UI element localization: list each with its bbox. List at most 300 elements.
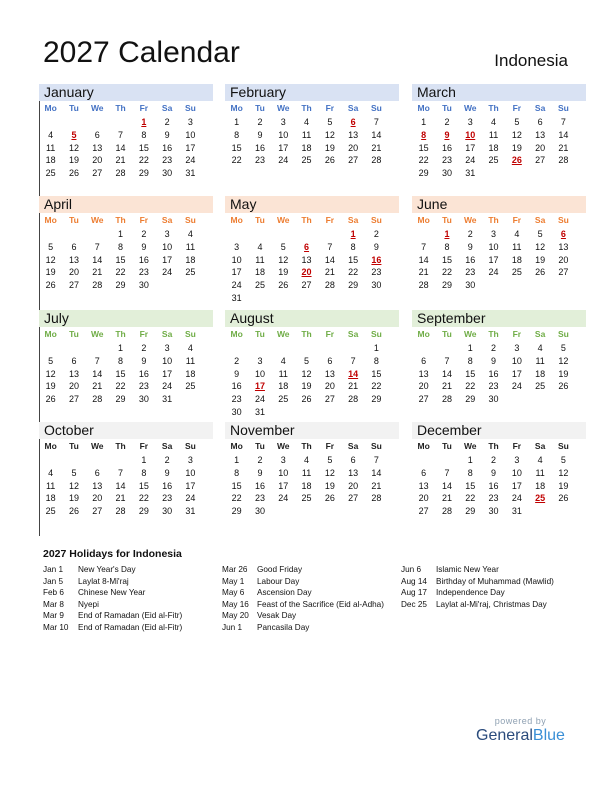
week-row: [412, 342, 586, 355]
weekday-header: [412, 329, 586, 342]
weekday-label: Sa: [534, 215, 546, 225]
day-cell: 31: [162, 394, 173, 405]
holiday-date: Dec 25: [401, 599, 427, 609]
weekday-label: Su: [370, 441, 382, 451]
day-cell: 9: [257, 129, 263, 140]
day-cell: 20: [68, 381, 79, 392]
day-cell: 3: [257, 355, 263, 366]
day-cell: 17: [278, 480, 289, 491]
day-cell: 5: [560, 455, 566, 465]
day-cell: 16: [488, 368, 499, 379]
day-cell: 25: [278, 394, 289, 405]
day-cell: 5: [537, 229, 543, 239]
weekday-label: Sa: [347, 329, 359, 339]
holidays-title: 2027 Holidays for Indonesia: [43, 548, 182, 560]
day-cell: 28: [115, 506, 126, 517]
week-row: [225, 129, 399, 142]
week-row: [412, 142, 586, 155]
day-cell: 29: [115, 280, 126, 291]
weekday-label: Fr: [325, 329, 335, 339]
week-row: [39, 342, 213, 355]
day-cell: 13: [324, 368, 335, 379]
week-row: [225, 355, 399, 368]
day-cell: 27: [418, 506, 429, 517]
holiday-date: Jan 1: [43, 565, 64, 574]
holiday-name: Laylat al-Mi'raj, Christmas Day: [436, 599, 547, 609]
day-cell: [179, 279, 202, 292]
day-cell: 11: [535, 467, 545, 478]
week-row: [412, 355, 586, 368]
day-cell: 21: [324, 267, 335, 278]
day-cell: [86, 116, 109, 129]
week-row: [225, 154, 399, 167]
day-cell: 21: [92, 381, 103, 392]
day-cell: 6: [94, 129, 100, 140]
day-cell: 22: [138, 493, 149, 504]
holiday-item: [43, 610, 223, 622]
holiday-day-cell: 6: [560, 229, 566, 239]
day-cell: 5: [514, 117, 520, 127]
day-cell: 18: [278, 381, 289, 392]
weekday-label: Su: [557, 103, 569, 113]
weekday-label: Mo: [417, 441, 430, 451]
day-cell: 10: [278, 129, 289, 140]
week-row: [225, 480, 399, 493]
holiday-item: [401, 564, 581, 576]
day-cell: [248, 342, 271, 355]
day-cell: 20: [92, 155, 103, 166]
month-march: [412, 84, 586, 196]
week-row: [412, 241, 586, 254]
day-cell: 4: [491, 117, 497, 127]
day-cell: 9: [164, 129, 170, 140]
day-cell: 3: [164, 343, 170, 353]
day-cell: 26: [45, 280, 56, 291]
holiday-date: Mar 8: [43, 599, 64, 609]
holiday-date: Mar 10: [43, 622, 69, 632]
day-cell: 28: [92, 394, 103, 405]
day-cell: 14: [324, 254, 335, 265]
month-january: [39, 84, 213, 196]
day-cell: 9: [141, 241, 147, 252]
holiday-name: Ascension Day: [257, 588, 312, 597]
day-cell: 26: [558, 493, 569, 504]
holiday-day-cell: 14: [348, 368, 359, 379]
day-cell: 13: [92, 142, 103, 153]
weekday-label: Tu: [69, 329, 79, 339]
day-cell: 9: [373, 241, 379, 252]
day-cell: 21: [371, 480, 382, 491]
weekday-label: We: [276, 215, 290, 225]
weekday-label: Tu: [255, 329, 265, 339]
holiday-day-cell: 1: [350, 229, 356, 239]
holiday-name: End of Ramadan (Eid al-Fitr): [78, 622, 183, 632]
holiday-day-cell: 6: [350, 117, 356, 127]
day-cell: 25: [535, 381, 546, 392]
day-cell: 5: [48, 241, 54, 252]
day-cell: 15: [418, 142, 429, 153]
weekday-label: Fr: [325, 441, 335, 451]
day-cell: [505, 279, 528, 292]
day-cell: 1: [467, 343, 473, 353]
day-cell: 2: [444, 117, 450, 127]
day-cell: [272, 292, 295, 305]
day-cell: 10: [231, 254, 242, 265]
week-row: [39, 228, 213, 241]
day-cell: 28: [418, 280, 429, 291]
day-cell: 10: [511, 355, 522, 366]
weekday-label: Tu: [69, 441, 79, 451]
day-cell: 11: [185, 355, 196, 366]
day-cell: 14: [441, 368, 452, 379]
holiday-column: [222, 564, 402, 633]
week-row: [412, 380, 586, 393]
day-cell: 14: [558, 129, 569, 140]
holiday-name: New Year's Day: [78, 565, 136, 574]
holiday-name: Pancasila Day: [257, 622, 310, 632]
weekday-label: Su: [184, 103, 196, 113]
holiday-name: Good Friday: [257, 565, 303, 574]
day-cell: 17: [488, 254, 499, 265]
weekday-label: Th: [488, 103, 499, 113]
day-cell: [225, 228, 248, 241]
day-cell: 16: [441, 142, 452, 153]
day-cell: 29: [418, 168, 429, 179]
holiday-name: Labour Day: [257, 576, 300, 586]
day-cell: [295, 406, 318, 419]
day-cell: [318, 292, 341, 305]
day-cell: 26: [324, 493, 335, 504]
weekday-header: [39, 103, 213, 116]
holiday-item: [401, 576, 581, 588]
week-row: [39, 380, 213, 393]
day-cell: [272, 406, 295, 419]
weekday-label: We: [276, 329, 290, 339]
day-cell: 1: [234, 455, 240, 465]
generalblue-logo[interactable]: [476, 716, 565, 745]
holiday-item: [43, 587, 223, 599]
day-cell: 26: [558, 381, 569, 392]
day-cell: 8: [444, 241, 450, 252]
holiday-item: [401, 587, 581, 599]
weekday-label: We: [90, 329, 104, 339]
month-name: September: [412, 310, 586, 327]
day-cell: 23: [231, 394, 242, 405]
brand-name: [476, 727, 565, 745]
holiday-date: May 20: [222, 611, 249, 620]
day-cell: [62, 454, 85, 467]
day-cell: 16: [488, 480, 499, 491]
day-cell: [109, 454, 132, 467]
day-cell: 15: [138, 480, 149, 491]
day-cell: 23: [138, 267, 149, 278]
holiday-day-cell: 6: [304, 241, 310, 252]
day-cell: 29: [441, 280, 452, 291]
day-cell: 11: [278, 368, 288, 379]
day-cell: [179, 393, 202, 406]
week-row: [412, 467, 586, 480]
month-name: November: [225, 422, 399, 439]
week-row: [39, 279, 213, 292]
day-cell: 8: [350, 241, 356, 252]
holiday-date: May 1: [222, 576, 245, 586]
weekday-label: Mo: [44, 329, 57, 339]
weekday-label: Fr: [512, 441, 522, 451]
weekday-label: Fr: [512, 329, 522, 339]
day-cell: [62, 116, 85, 129]
day-cell: 4: [187, 343, 193, 353]
weekday-label: Tu: [442, 103, 452, 113]
day-cell: 7: [560, 117, 566, 127]
day-cell: [318, 228, 341, 241]
powered-by-label: powered by: [494, 716, 547, 726]
week-row: [412, 505, 586, 518]
day-cell: 17: [511, 480, 522, 491]
weekday-label: We: [463, 329, 477, 339]
day-cell: [505, 167, 528, 180]
day-cell: 4: [537, 343, 543, 353]
day-cell: 14: [371, 467, 382, 478]
day-cell: 26: [68, 168, 79, 179]
day-cell: 12: [558, 355, 569, 366]
day-cell: [318, 406, 341, 419]
weekday-label: We: [463, 215, 477, 225]
day-cell: 8: [141, 467, 147, 478]
day-cell: [482, 279, 505, 292]
day-cell: 25: [488, 155, 499, 166]
week-row: [39, 492, 213, 505]
day-cell: 30: [488, 506, 499, 517]
day-cell: 17: [162, 368, 173, 379]
day-cell: 11: [535, 355, 545, 366]
day-cell: 13: [301, 254, 312, 265]
week-row: [412, 492, 586, 505]
day-cell: 11: [45, 480, 56, 491]
day-cell: 2: [257, 117, 263, 127]
holiday-name: Feast of the Sacrifice (Eid al-Adha): [257, 599, 384, 609]
holiday-name: Islamic New Year: [436, 565, 499, 574]
day-cell: 25: [45, 506, 56, 517]
weekday-label: Tu: [442, 329, 452, 339]
weekday-header: [225, 215, 399, 228]
week-row: [225, 380, 399, 393]
day-cell: [365, 505, 388, 518]
day-cell: 9: [234, 368, 240, 379]
day-cell: 11: [301, 467, 312, 478]
day-cell: 18: [254, 267, 265, 278]
day-cell: 22: [138, 155, 149, 166]
holiday-day-cell: 1: [141, 117, 147, 127]
day-cell: 16: [162, 142, 173, 153]
day-cell: 24: [278, 493, 289, 504]
day-cell: 27: [324, 394, 335, 405]
holiday-item: [43, 622, 223, 634]
weekday-label: Sa: [161, 441, 173, 451]
day-cell: 3: [514, 455, 520, 465]
weekday-label: Tu: [442, 215, 452, 225]
holiday-date: May 16: [222, 599, 249, 609]
day-cell: 24: [488, 267, 499, 278]
day-cell: 5: [327, 117, 333, 127]
day-cell: 31: [185, 168, 196, 179]
day-cell: 16: [162, 480, 173, 491]
month-name: April: [39, 196, 213, 213]
day-cell: 13: [68, 368, 79, 379]
day-cell: 9: [467, 241, 473, 252]
day-cell: [528, 167, 551, 180]
day-cell: 24: [162, 381, 173, 392]
day-cell: 19: [558, 480, 569, 491]
weekday-label: Sa: [347, 103, 359, 113]
day-cell: [482, 167, 505, 180]
weekday-label: Su: [370, 329, 382, 339]
day-cell: 24: [185, 155, 196, 166]
weekday-label: We: [463, 441, 477, 451]
day-cell: 17: [185, 480, 196, 491]
weekday-label: Th: [488, 441, 499, 451]
day-cell: 12: [535, 241, 546, 252]
week-row: [225, 116, 399, 129]
day-cell: 20: [92, 493, 103, 504]
holiday-name: Vesak Day: [257, 611, 297, 620]
day-cell: 17: [231, 267, 242, 278]
week-row: [39, 116, 213, 129]
holiday-day-cell: 9: [444, 129, 450, 140]
holiday-item: [43, 564, 223, 576]
week-row: [225, 467, 399, 480]
day-cell: 14: [115, 142, 126, 153]
day-cell: [318, 342, 341, 355]
day-cell: 28: [441, 394, 452, 405]
country-label: Indonesia: [494, 51, 568, 70]
day-cell: 25: [511, 267, 522, 278]
day-cell: 6: [421, 467, 427, 478]
day-cell: 2: [373, 229, 379, 239]
week-row: [39, 266, 213, 279]
month-name: March: [412, 84, 586, 101]
weekday-label: Th: [301, 215, 312, 225]
day-cell: 30: [441, 168, 452, 179]
day-cell: 14: [371, 129, 382, 140]
weekday-label: Fr: [139, 441, 149, 451]
day-cell: 23: [254, 493, 265, 504]
weekday-header: [225, 441, 399, 454]
day-cell: 19: [45, 381, 56, 392]
month-name: June: [412, 196, 586, 213]
day-cell: [295, 292, 318, 305]
weekday-label: Sa: [534, 103, 546, 113]
month-july: [39, 310, 213, 422]
holiday-date: Feb 6: [43, 588, 64, 597]
day-cell: 28: [115, 168, 126, 179]
day-cell: [365, 406, 388, 419]
day-cell: 16: [254, 480, 265, 491]
day-cell: 5: [560, 343, 566, 353]
day-cell: 21: [418, 267, 429, 278]
weekday-label: Th: [115, 103, 126, 113]
day-cell: 24: [185, 493, 196, 504]
day-cell: 12: [511, 129, 522, 140]
weekday-label: Mo: [230, 441, 243, 451]
weekday-label: Su: [370, 103, 382, 113]
day-cell: 22: [115, 267, 126, 278]
day-cell: 3: [234, 241, 240, 252]
day-cell: 12: [68, 480, 79, 491]
day-cell: 19: [45, 267, 56, 278]
week-row: [412, 129, 586, 142]
day-cell: 21: [92, 267, 103, 278]
weekday-label: Sa: [534, 329, 546, 339]
day-cell: [552, 279, 575, 292]
day-cell: 23: [162, 155, 173, 166]
day-cell: [365, 292, 388, 305]
week-row: [225, 492, 399, 505]
day-cell: 31: [465, 168, 476, 179]
weekday-label: Mo: [44, 103, 57, 113]
day-cell: [318, 505, 341, 518]
day-cell: 30: [465, 280, 476, 291]
day-cell: 8: [467, 355, 473, 366]
day-cell: 13: [68, 254, 79, 265]
day-cell: 11: [185, 241, 196, 252]
day-cell: 7: [444, 355, 450, 366]
day-cell: 18: [301, 142, 312, 153]
day-cell: 2: [257, 455, 263, 465]
day-cell: 5: [327, 455, 333, 465]
day-cell: 31: [511, 506, 522, 517]
day-cell: 19: [278, 267, 289, 278]
week-row: [412, 480, 586, 493]
day-cell: 15: [115, 254, 126, 265]
day-cell: 12: [301, 368, 312, 379]
day-cell: 7: [118, 467, 124, 478]
day-cell: 22: [231, 155, 242, 166]
day-cell: 27: [535, 155, 546, 166]
holiday-date: Mar 26: [222, 565, 248, 574]
week-row: [39, 480, 213, 493]
holiday-name: Birthday of Muhammad (Mawlid): [436, 576, 554, 586]
day-cell: [505, 393, 528, 406]
day-cell: [39, 342, 62, 355]
holiday-item: [222, 622, 402, 634]
day-cell: [552, 167, 575, 180]
day-cell: 25: [301, 155, 312, 166]
day-cell: 1: [141, 455, 147, 465]
day-cell: 5: [304, 355, 310, 366]
day-cell: 10: [278, 467, 289, 478]
holiday-item: [222, 576, 402, 588]
holiday-date: Aug 17: [401, 588, 427, 597]
weekday-header: [412, 441, 586, 454]
day-cell: 23: [371, 267, 382, 278]
day-cell: [272, 342, 295, 355]
day-cell: 21: [558, 142, 569, 153]
holiday-day-cell: 26: [511, 155, 522, 166]
weekday-label: Th: [301, 103, 312, 113]
day-cell: 6: [537, 117, 543, 127]
day-cell: [528, 279, 551, 292]
day-cell: 11: [301, 129, 312, 140]
month-october: [39, 422, 213, 534]
day-cell: 30: [254, 506, 265, 517]
weekday-label: Tu: [69, 215, 79, 225]
day-cell: 23: [465, 267, 476, 278]
day-cell: 27: [68, 280, 79, 291]
day-cell: 3: [467, 117, 473, 127]
day-cell: 17: [465, 142, 476, 153]
weekday-label: We: [90, 215, 104, 225]
month-november: [225, 422, 399, 534]
